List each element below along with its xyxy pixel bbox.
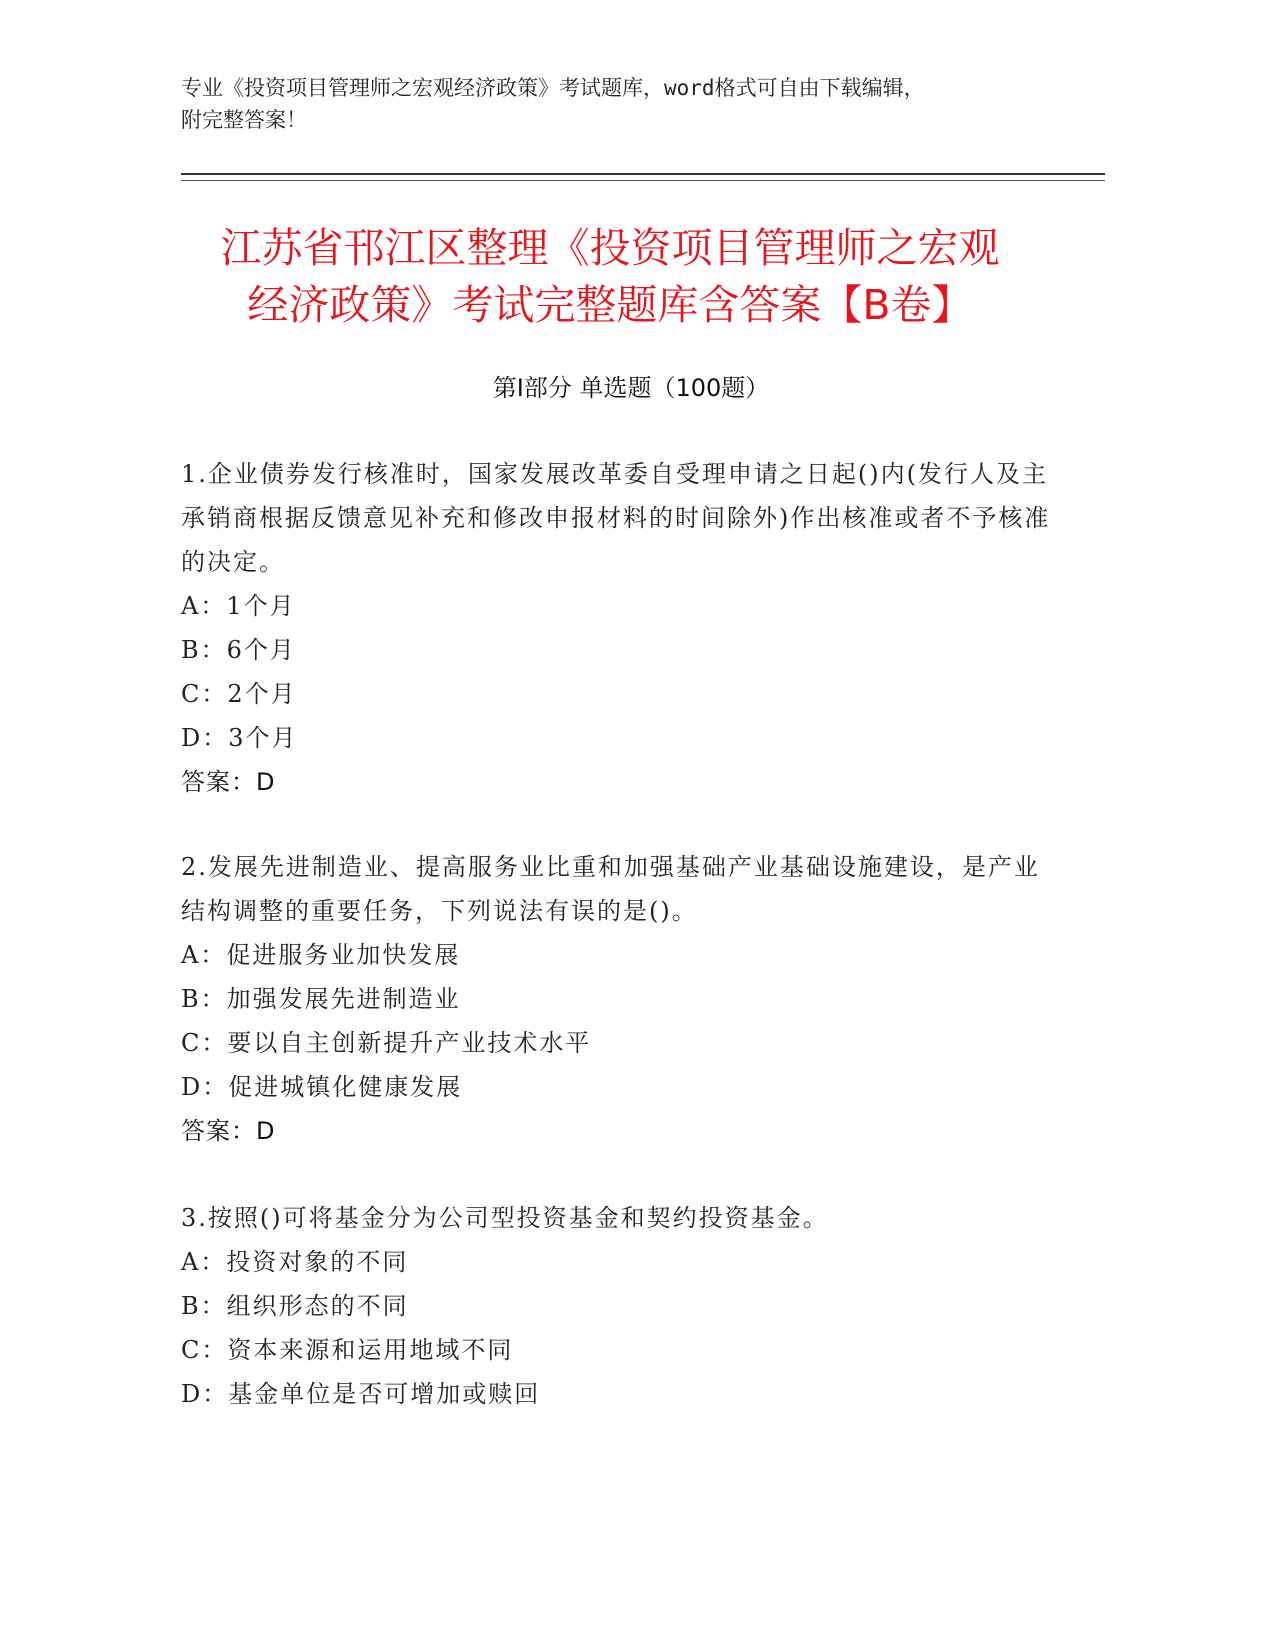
header-divider-thin bbox=[181, 180, 1105, 181]
option-b: B：组织形态的不同 bbox=[181, 1292, 409, 1320]
option-d: D：促进城镇化健康发展 bbox=[181, 1073, 463, 1101]
question-3 bbox=[181, 1196, 1051, 1416]
document-header bbox=[181, 72, 1081, 136]
page-title bbox=[170, 220, 1050, 334]
question-stem: 2.发展先进制造业、提高服务业比重和加强基础产业基础设施建设，是产业结构调整的重要任务，下列说法有误的是()。 bbox=[181, 853, 1040, 925]
header-line-1: 专业《投资项目管理师之宏观经济政策》考试题库，word格式可自由下载编辑， bbox=[181, 76, 925, 100]
title-line-1: 江苏省邗江区整理《投资项目管理师之宏观 bbox=[220, 224, 1000, 272]
header-divider-thick bbox=[181, 173, 1105, 175]
option-c: C：2个月 bbox=[181, 680, 297, 708]
option-b: B：加强发展先进制造业 bbox=[181, 985, 461, 1013]
option-a: A：投资对象的不同 bbox=[181, 1248, 409, 1276]
section-heading: 第Ⅰ部分 单选题（100题） bbox=[492, 374, 770, 402]
answer: 答案：D bbox=[181, 768, 276, 796]
title-line-2: 经济政策》考试完整题库含答案【B卷】 bbox=[247, 281, 973, 329]
option-d: D：3个月 bbox=[181, 724, 298, 752]
option-c: C：要以自主创新提升产业技术水平 bbox=[181, 1029, 592, 1057]
option-b: B：6个月 bbox=[181, 636, 296, 664]
question-stem: 1.企业债券发行核准时，国家发展改革委自受理申请之日起()内(发行人及主承销商根据反馈意见补充和修改申报材料的时间除外)作出核准或者不予核准的决定。 bbox=[181, 460, 1051, 576]
answer: 答案：D bbox=[181, 1117, 276, 1145]
question-2 bbox=[181, 845, 1051, 1153]
option-a: A：1个月 bbox=[181, 592, 296, 620]
header-line-2: 附完整答案！ bbox=[181, 108, 307, 132]
option-a: A：促进服务业加快发展 bbox=[181, 941, 461, 969]
option-d: D：基金单位是否可增加或赎回 bbox=[181, 1380, 541, 1408]
question-1 bbox=[181, 452, 1051, 804]
question-stem: 3.按照()可将基金分为公司型投资基金和契约投资基金。 bbox=[181, 1204, 829, 1232]
option-c: C：资本来源和运用地域不同 bbox=[181, 1336, 514, 1364]
